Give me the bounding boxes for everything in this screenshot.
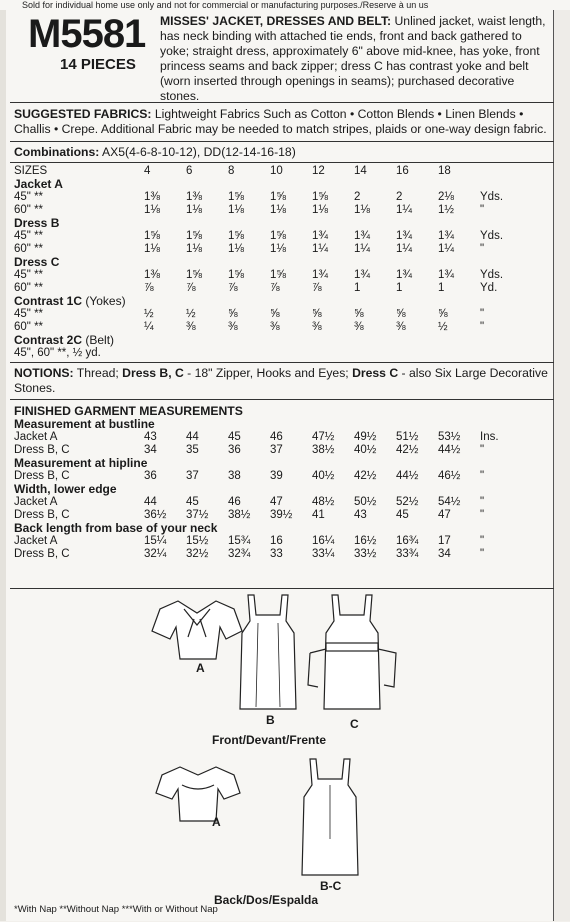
measurement-value: 44½ xyxy=(438,444,461,456)
measurement-value: 16¼ xyxy=(312,535,335,547)
section-name: Contrast 1C xyxy=(14,294,83,308)
section-label xyxy=(14,334,503,347)
garment-label: Dress B, C xyxy=(14,470,70,482)
finished-title: FINISHED GARMENT MEASUREMENTS xyxy=(14,404,243,418)
yardage-value: 1⅜ xyxy=(144,191,160,203)
measurement-unit: " xyxy=(480,470,485,482)
dress-bc-back-sketch xyxy=(302,759,358,875)
label-a-back: A xyxy=(212,815,221,829)
measurement-unit: " xyxy=(480,496,485,508)
yardage-value: ¼ xyxy=(144,321,154,333)
yardage-value: ⅜ xyxy=(312,321,322,333)
measurement-unit: " xyxy=(480,444,485,456)
measurement-title: Measurement at hipline xyxy=(14,456,148,470)
pattern-number: M5581 xyxy=(28,12,146,56)
fabrics-text: Lightweight Fabrics Such as Cotton • Cotton Blends • Linen Blends • Challis • Crepe. Additional Fabric may be needed to match stripes, plaids or one-way design fabric. xyxy=(14,107,547,136)
left-edge-strip xyxy=(0,10,6,921)
measurement-value: 37½ xyxy=(186,509,209,521)
fabric-width: 60" ** xyxy=(14,282,44,294)
yardage-value: ⅜ xyxy=(396,321,406,333)
size-header: 4 xyxy=(144,165,151,177)
yardage-value: 1⅝ xyxy=(144,230,160,242)
measurement-row xyxy=(14,496,499,509)
combinations-text: AX5(4-6-8-10-12), DD(12-14-16-18) xyxy=(99,145,296,159)
measurement-value: 37 xyxy=(270,444,283,456)
yardage-value: ⅞ xyxy=(312,282,322,294)
yardage-value: 2⅛ xyxy=(438,191,454,203)
yardage-value: 1⅝ xyxy=(312,191,328,203)
jacket-a-front-sketch xyxy=(152,601,242,659)
yardage-value: 1¾ xyxy=(396,230,412,242)
measurement-unit: " xyxy=(480,535,485,547)
measurement-value: 15¼ xyxy=(144,535,167,547)
yardage-value: ⅞ xyxy=(228,282,238,294)
yardage-unit: Yds. xyxy=(480,191,504,203)
measurement-value: 35 xyxy=(186,444,199,456)
measurement-value: 44 xyxy=(144,496,157,508)
dress-c-front-sketch xyxy=(308,595,396,709)
yardage-value: 1⅝ xyxy=(186,230,202,242)
yardage-value: 1¾ xyxy=(438,269,454,281)
measurement-value: 41 xyxy=(312,509,325,521)
unit-header xyxy=(480,165,503,178)
yardage-value: 2 xyxy=(396,191,403,203)
measurement-row xyxy=(14,548,499,561)
yardage-unit: " xyxy=(480,243,485,255)
yardage-value: ⅝ xyxy=(396,308,406,320)
yardage-row xyxy=(14,243,503,256)
fabric-width: 45", 60" **, ½ yd. xyxy=(14,347,101,359)
garment-label: Jacket A xyxy=(14,431,58,443)
suggested-fabrics xyxy=(10,103,554,142)
right-edge-strip xyxy=(553,10,570,921)
yardage-unit: Yd. xyxy=(480,282,498,294)
main-content xyxy=(10,10,554,561)
measurement-value: 17 xyxy=(438,535,451,547)
measurement-value: 44½ xyxy=(396,470,419,482)
measurement-group xyxy=(14,418,499,431)
measurement-value: 16½ xyxy=(354,535,377,547)
section-name: Contrast 2C xyxy=(14,333,83,347)
measurement-value: 52½ xyxy=(396,496,419,508)
yardage-value: 1⅜ xyxy=(144,269,160,281)
yardage-value: 1 xyxy=(396,282,403,294)
yardage-value: 1⅛ xyxy=(270,243,286,255)
measurement-value: 38½ xyxy=(228,509,251,521)
yardage-value: 1¾ xyxy=(438,230,454,242)
section-name: Dress C xyxy=(14,255,60,269)
yardage-value: 1⅝ xyxy=(228,230,244,242)
notions xyxy=(10,362,554,400)
measurement-value: 36½ xyxy=(144,509,167,521)
size-header: 8 xyxy=(228,165,235,177)
yardage-value: ⅞ xyxy=(270,282,280,294)
section-note: (Belt) xyxy=(82,333,115,347)
yardage-value: 1½ xyxy=(438,204,454,216)
measurement-value: 15¾ xyxy=(228,535,251,547)
section-name: Jacket A xyxy=(14,177,63,191)
combinations xyxy=(10,142,554,163)
yardage-value: 1¾ xyxy=(312,230,328,242)
measurement-value: 45 xyxy=(396,509,409,521)
garment-label: Dress B, C xyxy=(14,444,70,456)
yardage-unit: Yds. xyxy=(480,269,504,281)
measurement-row xyxy=(14,535,499,548)
measurement-value: 48½ xyxy=(312,496,335,508)
jacket-a-back-sketch xyxy=(156,767,240,821)
piece-count: 14 PIECES xyxy=(60,56,136,73)
section-row xyxy=(14,178,503,191)
measurement-value: 53½ xyxy=(438,431,461,443)
fabric-width: 60" ** xyxy=(14,204,44,216)
yardage-value: ⅝ xyxy=(354,308,364,320)
yardage-value: 1⅛ xyxy=(228,204,244,216)
measurement-value: 16 xyxy=(270,535,283,547)
finished-measurements xyxy=(14,404,554,561)
section-label xyxy=(14,217,503,230)
nap-footnote: *With Nap **Without Nap ***With or Without Nap xyxy=(14,904,218,915)
measurement-value: 42½ xyxy=(354,470,377,482)
yardage-row xyxy=(14,230,503,243)
yardage-value: 1⅝ xyxy=(186,269,202,281)
yardage-row xyxy=(14,269,503,282)
yardage-value: ⅝ xyxy=(270,308,280,320)
yardage-value: 1⅛ xyxy=(312,204,328,216)
header xyxy=(10,10,554,103)
measurement-value: 37 xyxy=(186,470,199,482)
yardage-value: 1¾ xyxy=(312,269,328,281)
yardage-unit: " xyxy=(480,308,485,320)
finished-table xyxy=(14,418,499,561)
size-header: 14 xyxy=(354,165,367,177)
yardage-value: 1 xyxy=(438,282,445,294)
yardage-value: ⅝ xyxy=(228,308,238,320)
measurement-value: 47 xyxy=(438,509,451,521)
measurement-value: 15½ xyxy=(186,535,209,547)
fabrics-label: SUGGESTED FABRICS: xyxy=(14,107,152,121)
measurement-value: 34 xyxy=(144,444,157,456)
yardage-value: ⅝ xyxy=(312,308,322,320)
measurement-value: 50½ xyxy=(354,496,377,508)
measurement-value: 39½ xyxy=(270,509,293,521)
notions-label: NOTIONS: xyxy=(14,366,74,380)
yardage-value: 1⅝ xyxy=(270,191,286,203)
measurement-value: 38½ xyxy=(312,444,335,456)
measurement-row xyxy=(14,431,499,444)
measurement-value: 33¼ xyxy=(312,548,335,560)
garment-label: Jacket A xyxy=(14,535,58,547)
measurement-value: 32½ xyxy=(186,548,209,560)
yardage-value: 1¾ xyxy=(396,269,412,281)
measurement-title: Width, lower edge xyxy=(14,482,117,496)
measurement-value: 36 xyxy=(228,444,241,456)
yardage-value: 1¼ xyxy=(354,243,370,255)
measurement-value: 47½ xyxy=(312,431,335,443)
yardage-value: ½ xyxy=(438,321,448,333)
fabric-width: 45" ** xyxy=(14,191,44,203)
yardage-value: ⅞ xyxy=(144,282,154,294)
fabric-width: 45" ** xyxy=(14,230,44,242)
fabric-width: 45" ** xyxy=(14,269,44,281)
front-label: Front/Devant/Frente xyxy=(212,733,327,747)
yardage-value: ⅜ xyxy=(186,321,196,333)
section-row xyxy=(14,295,503,308)
measurement-value: 45 xyxy=(228,431,241,443)
measurement-value: 49½ xyxy=(354,431,377,443)
section-row xyxy=(14,334,503,347)
measurement-value: 47 xyxy=(270,496,283,508)
measurement-value: 33 xyxy=(270,548,283,560)
description-text: Unlined jacket, waist length, has neck binding with attached tie ends, front and back gathered to yoke; straight dress, approximately 6" above mid-knee, has yoke, front princess seams and back zipper; dress C has contrast yoke and belt (worn inserted through openings in seams); purchased decorative stones. xyxy=(160,14,546,103)
measurement-group xyxy=(14,457,499,470)
measurement-value: 54½ xyxy=(438,496,461,508)
yardage-value: 1⅜ xyxy=(186,191,202,203)
section-name: Dress B xyxy=(14,216,60,230)
yardage-value: ⅞ xyxy=(186,282,196,294)
yardage-row xyxy=(14,204,503,217)
yardage-value: ½ xyxy=(144,308,154,320)
section-row xyxy=(14,256,503,269)
label-a-front: A xyxy=(196,661,205,675)
back-label: Back/Dos/Espalda xyxy=(214,893,319,907)
yardage-value: ⅜ xyxy=(354,321,364,333)
measurement-value: 32¾ xyxy=(228,548,251,560)
yardage-value: 1⅝ xyxy=(270,230,286,242)
measurement-unit: " xyxy=(480,548,485,560)
section-label xyxy=(14,256,503,269)
notions-text: Thread; xyxy=(73,366,123,380)
top-disclaimer: Sold for individual home use only and not for commercial or manufacturing purposes./Reserve à un us xyxy=(22,0,429,10)
size-header: 6 xyxy=(186,165,193,177)
combinations-label: Combinations: xyxy=(14,145,100,159)
yardage-value: 1¼ xyxy=(312,243,328,255)
yardage-row xyxy=(14,191,503,204)
yardage-value: 2 xyxy=(354,191,361,203)
yardage-value: 1⅝ xyxy=(228,269,244,281)
fabric-width: 60" ** xyxy=(14,243,44,255)
measurement-value: 34 xyxy=(438,548,451,560)
section-row xyxy=(14,217,503,230)
dress-b-front-sketch xyxy=(240,595,296,709)
yardage-value: 1 xyxy=(354,282,361,294)
yardage-value: ⅜ xyxy=(228,321,238,333)
yardage-value: 1⅝ xyxy=(270,269,286,281)
measurement-unit: " xyxy=(480,509,485,521)
measurement-group xyxy=(14,483,499,496)
garment-label: Jacket A xyxy=(14,496,58,508)
measurement-value: 39 xyxy=(270,470,283,482)
yardage-unit: " xyxy=(480,321,485,333)
notions-text: - 18" Zipper, Hooks and Eyes; xyxy=(183,366,353,380)
garment-sketches xyxy=(10,589,554,922)
measurement-title: Back length from base of your neck xyxy=(14,521,218,535)
yardage-value: ⅜ xyxy=(270,321,280,333)
measurement-value: 40½ xyxy=(312,470,335,482)
measurement-value: 44 xyxy=(186,431,199,443)
description-title: MISSES' JACKET, DRESSES AND BELT: xyxy=(160,14,392,28)
section-label xyxy=(14,295,503,308)
measurement-value: 33¾ xyxy=(396,548,419,560)
size-header: 16 xyxy=(396,165,409,177)
measurement-unit: Ins. xyxy=(480,431,499,443)
yardage-unit: " xyxy=(480,204,485,216)
illustrations xyxy=(10,588,554,922)
notions-dress-c: Dress C xyxy=(352,366,399,380)
fabric-width: 45" ** xyxy=(14,308,44,320)
yardage-value: ⅝ xyxy=(438,308,448,320)
garment-label: Dress B, C xyxy=(14,548,70,560)
label-c-front: C xyxy=(350,717,359,731)
fabric-width: 60" ** xyxy=(14,321,44,333)
measurement-value: 40½ xyxy=(354,444,377,456)
yardage-value: 1¼ xyxy=(396,243,412,255)
measurement-value: 46 xyxy=(270,431,283,443)
measurement-value: 43 xyxy=(144,431,157,443)
label-b-front: B xyxy=(266,713,275,727)
measurement-value: 51½ xyxy=(396,431,419,443)
yardage-value: 1⅝ xyxy=(228,191,244,203)
label-bc-back: B-C xyxy=(320,879,342,893)
notions-dress-bc: Dress B, C xyxy=(122,366,184,380)
yardage-table xyxy=(14,165,503,360)
measurement-value: 32¼ xyxy=(144,548,167,560)
notions-text: - also Six Large Decorative Stones. xyxy=(14,366,548,395)
yardage-value: 1⅛ xyxy=(270,204,286,216)
yardage-value: 1¼ xyxy=(396,204,412,216)
yardage-value: 1⅛ xyxy=(354,204,370,216)
yardage-value: ½ xyxy=(186,308,196,320)
sizes-label: SIZES xyxy=(14,165,48,177)
measurement-value: 42½ xyxy=(396,444,419,456)
measurement-value: 16¾ xyxy=(396,535,419,547)
yardage-value: 1¾ xyxy=(354,230,370,242)
measurement-value: 43 xyxy=(354,509,367,521)
measurement-value: 45 xyxy=(186,496,199,508)
yardage-value: 1⅛ xyxy=(186,243,202,255)
size-header: 12 xyxy=(312,165,325,177)
measurement-group xyxy=(14,522,499,535)
measurement-value: 38 xyxy=(228,470,241,482)
section-note: (Yokes) xyxy=(82,294,126,308)
yardage-row xyxy=(14,347,503,360)
yardage-value: 1⅛ xyxy=(144,243,160,255)
sizes-row xyxy=(14,165,503,178)
yardage-unit: Yds. xyxy=(480,230,504,242)
measurement-value: 46½ xyxy=(438,470,461,482)
section-label xyxy=(14,178,503,191)
yardage-value: 1⅛ xyxy=(186,204,202,216)
yardage-value: 1¾ xyxy=(354,269,370,281)
measurement-title: Measurement at bustline xyxy=(14,417,155,431)
garment-label: Dress B, C xyxy=(14,509,70,521)
yardage-row xyxy=(14,308,503,321)
yardage-value: 1⅛ xyxy=(144,204,160,216)
size-header: 10 xyxy=(270,165,283,177)
yardage-value: 1⅛ xyxy=(228,243,244,255)
yardage-value: 1¼ xyxy=(438,243,454,255)
size-header: 18 xyxy=(438,165,451,177)
measurement-value: 46 xyxy=(228,496,241,508)
measurement-value: 36 xyxy=(144,470,157,482)
description xyxy=(160,14,554,104)
measurement-value: 33½ xyxy=(354,548,377,560)
